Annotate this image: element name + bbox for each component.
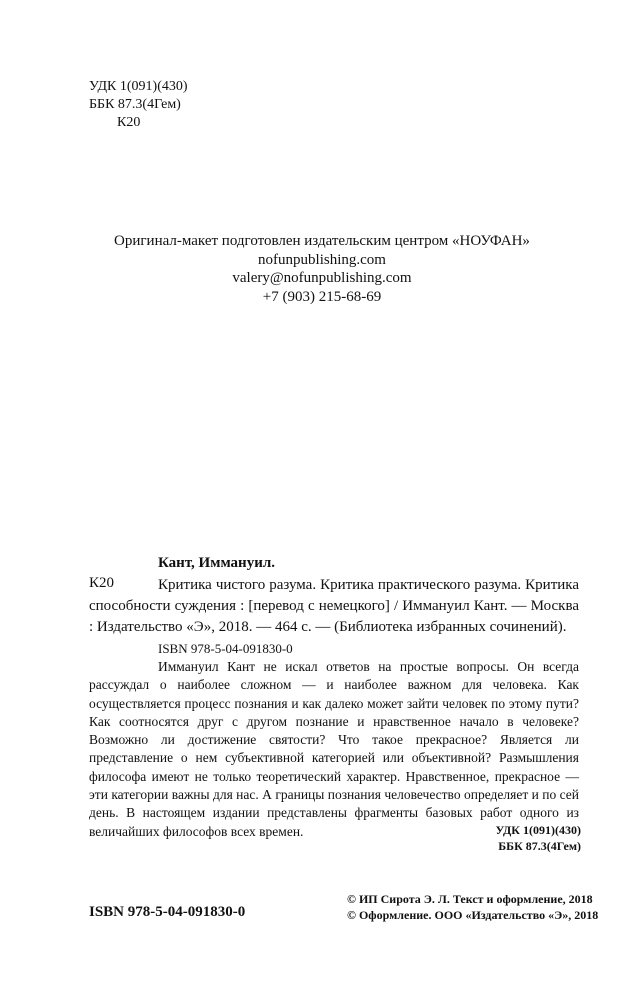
footer-isbn: ISBN 978-5-04-091830-0 bbox=[89, 904, 246, 920]
bbk-code: ББК 87.3(4Гем) bbox=[89, 97, 181, 112]
catalog-bbk: ББК 87.3(4Гем) bbox=[498, 839, 581, 853]
publisher-phone: +7 (903) 215-68-69 bbox=[262, 288, 382, 305]
publisher-line: Оригинал-макет подготовлен издательским центром «НОУФАН» bbox=[114, 233, 530, 249]
catalog-author-mark: К20 bbox=[89, 575, 115, 591]
copyright-line: © Оформление. ООО «Издательство «Э», 2018 bbox=[347, 908, 599, 922]
book-abstract: Иммануил Кант не искал ответов на простые вопросы. Он всегда рассуждал о наиболее сложном — и наиболее важном для человека. Как осуществляется процесс познания и как далеко может зайти человек по этому пути? Как соотносятся друг с другом познание и нравственное начало в человеке? Возможно ли достижение святости? Что такое прекрасное? Является ли представление о нем субъективной категорией или объективной? Размышления философа имеют не только теоретический характер. Нравственное, прекрасное — эти категории важны для нас. А границы познания человечество определяет и по сей день. В настоящем издании представлены фрагменты базовых работ одного из величайших философов всех времен. bbox=[89, 659, 579, 839]
copyright-block bbox=[347, 891, 598, 923]
catalog-author-heading: Кант, Иммануил. bbox=[158, 555, 276, 571]
catalog-udk: УДК 1(091)(430) bbox=[495, 823, 581, 837]
bibliographic-description: Критика чистого разума. Критика практического разума. Критика способности суждения : [перевод с немецкого] / Иммануил Кант. — Москва : Издательство «Э», 2018. — 464 с. — (Библиотека избранных сочинений). bbox=[89, 577, 579, 635]
catalog-classification bbox=[495, 822, 581, 854]
publisher-info bbox=[0, 232, 644, 306]
copyright-line: © ИП Сирота Э. Л. Текст и оформление, 2018 bbox=[347, 892, 593, 906]
udk-code: УДК 1(091)(430) bbox=[89, 79, 188, 94]
publisher-website: nofunpublishing.com bbox=[258, 251, 386, 268]
author-mark: К20 bbox=[117, 115, 141, 130]
publisher-email: valery@nofunpublishing.com bbox=[232, 270, 412, 286]
classification-codes bbox=[89, 78, 188, 132]
catalog-isbn: ISBN 978-5-04-091830-0 bbox=[158, 641, 293, 656]
